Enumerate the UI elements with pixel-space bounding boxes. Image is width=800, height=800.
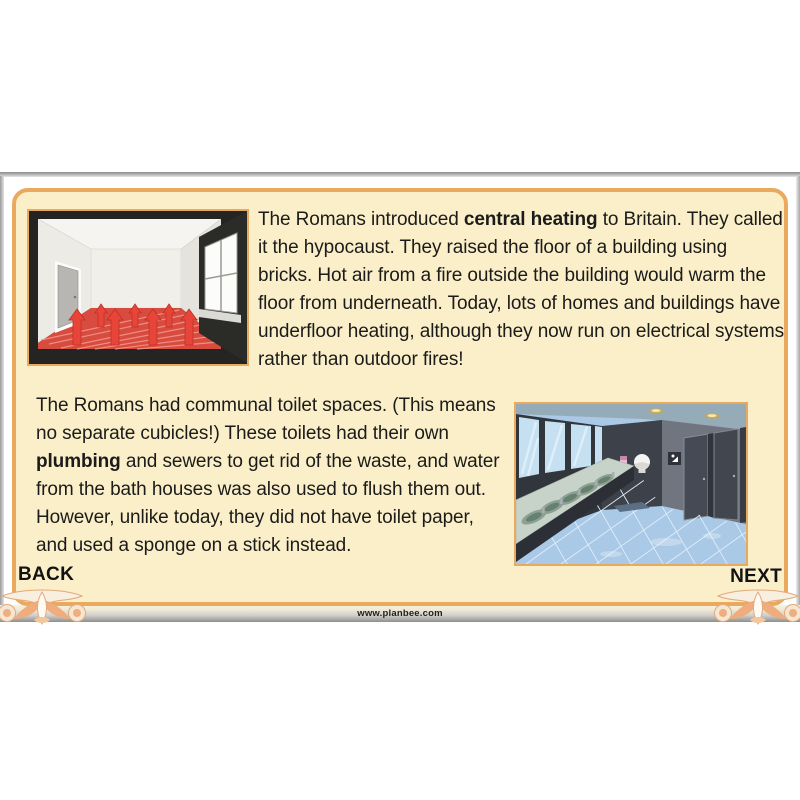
lesson-slide <box>0 172 800 622</box>
paragraph1-text-before: The Romans introduced <box>258 209 464 230</box>
slide-top-edge <box>0 172 800 177</box>
toilet-figure <box>514 402 748 566</box>
slide-left-edge <box>0 176 4 616</box>
back-button[interactable]: BACK <box>18 564 75 585</box>
paragraph2-text-after: and sewers to get rid of the waste, and water from the bath houses was also used to flush them out. However, unlike today, they did not have toilet paper, and used a sponge on a stick instead. <box>36 451 500 556</box>
paragraph2-text-before: The Romans had communal toilet spaces. (This means no separate cubicles!) These toilets had their own <box>36 395 496 444</box>
slide-panel <box>12 188 788 606</box>
paragraph1-bold-term: central heating <box>463 209 598 230</box>
footer-url: www.planbee.com <box>357 608 443 619</box>
paragraph1-text-after: to Britain. They called it the hypocaust. They raised the floor of a building using bricks. Hot air from a fire outside the building would warm the floor from underneath. Today, lots of homes and buildings have underfloor heating, although they now run on electrical systems rather than outdoor fires! <box>258 209 785 370</box>
hypocaust-room-illustration <box>29 211 247 364</box>
acanthus-ornament-right <box>714 586 800 626</box>
slide-right-edge <box>796 176 800 616</box>
hypocaust-figure <box>27 209 249 366</box>
acanthus-ornament-left <box>0 586 86 626</box>
slide-bottom-edge <box>0 605 800 622</box>
paragraph-toilets <box>36 392 510 560</box>
next-button[interactable]: NEXT <box>730 566 782 587</box>
roman-toilet-illustration <box>516 404 746 564</box>
paragraph2-bold-term: plumbing <box>36 451 121 472</box>
paragraph-central-heating <box>258 206 784 374</box>
